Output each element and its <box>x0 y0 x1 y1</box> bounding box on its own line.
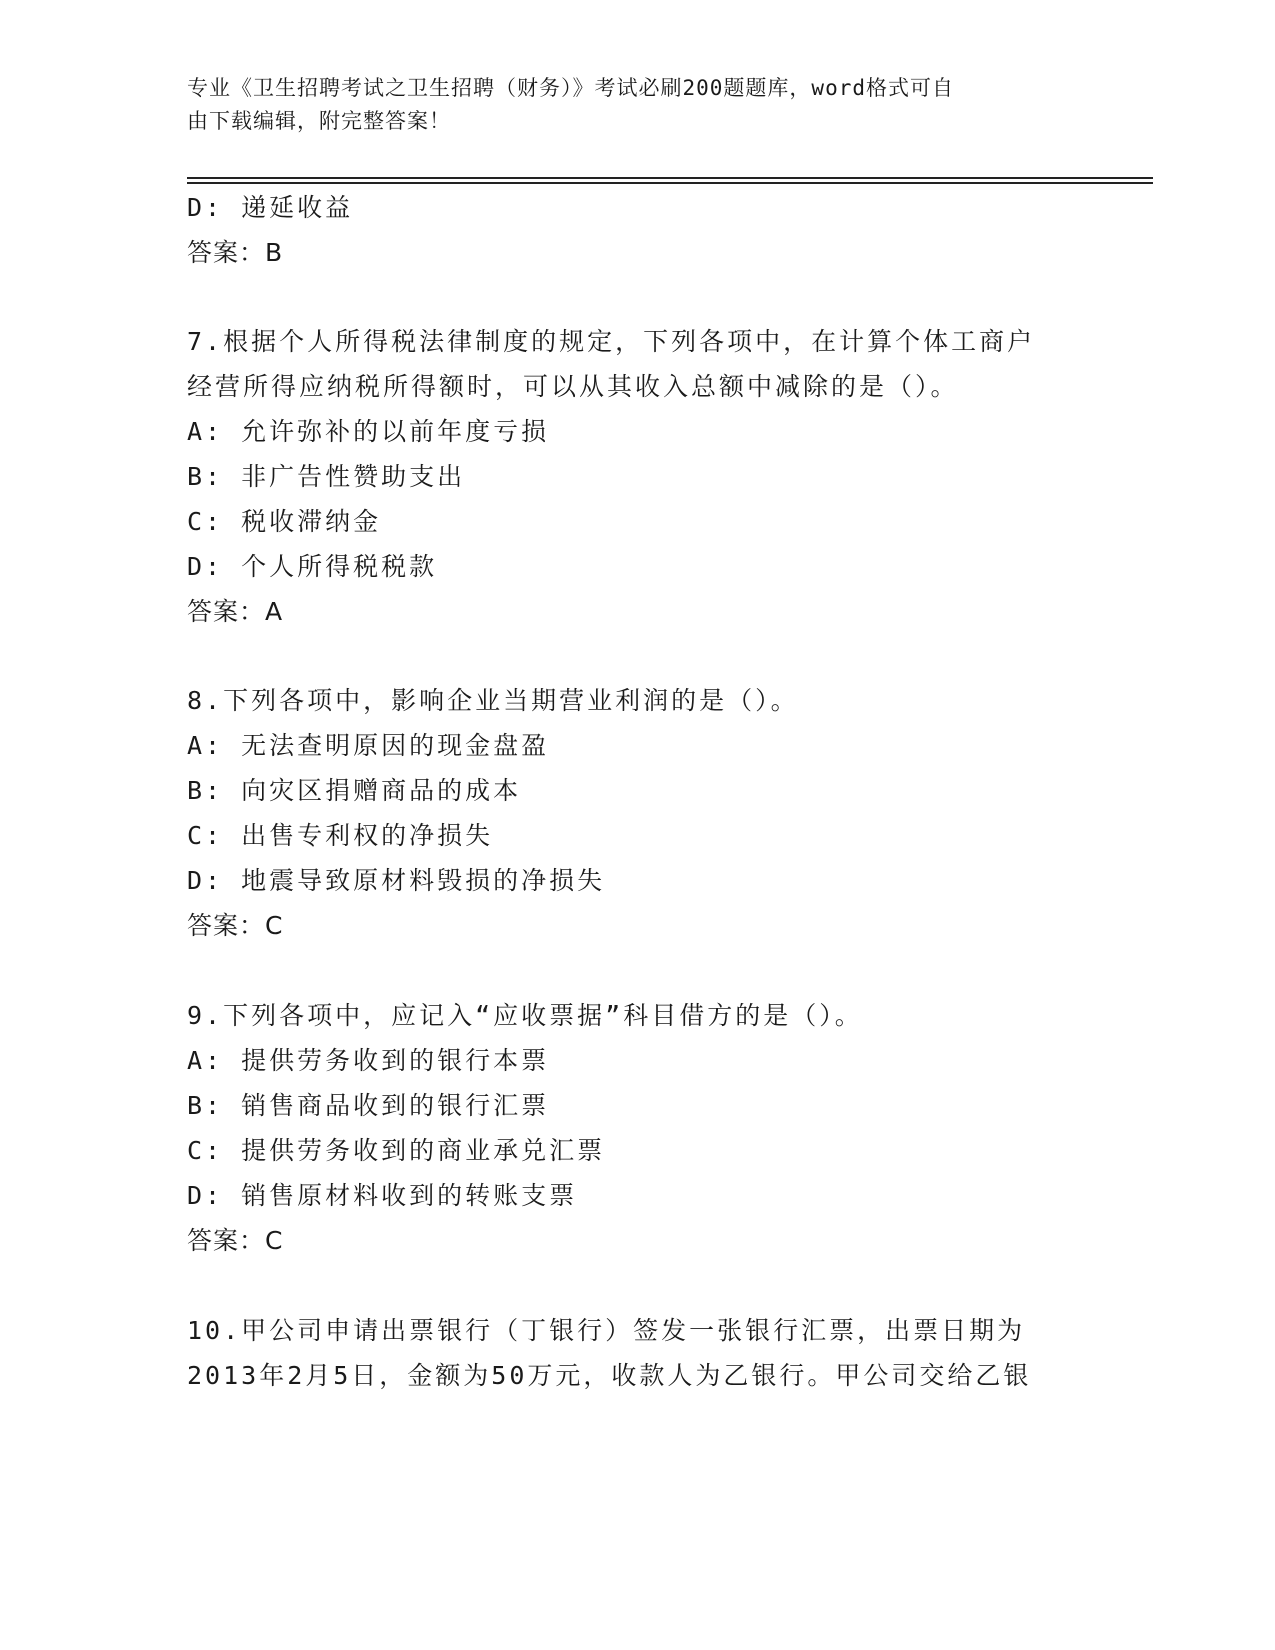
header-line-2: 由下载编辑，附完整答案！ <box>187 109 451 133</box>
q9-option-c: C: 提供劳务收到的商业承兑汇票 <box>187 1136 606 1165</box>
q7-option-d: D: 个人所得税税款 <box>187 552 438 581</box>
q9-stem: 9.下列各项中，应记入“应收票据”科目借方的是（）。 <box>187 1001 863 1030</box>
q8-stem: 8.下列各项中，影响企业当期营业利润的是（）。 <box>187 686 799 715</box>
q7-stem-line-1: 7.根据个人所得税法律制度的规定，下列各项中，在计算个体工商户 <box>187 327 1036 356</box>
document-header <box>187 72 1067 138</box>
header-divider-top <box>187 177 1153 179</box>
prev-option-d: D: 递延收益 <box>187 193 354 222</box>
q8-answer: 答案：C <box>187 911 284 940</box>
q9-option-b: B: 销售商品收到的银行汇票 <box>187 1091 550 1120</box>
q9-option-a: A: 提供劳务收到的银行本票 <box>187 1046 550 1075</box>
header-divider-bottom <box>187 182 1153 184</box>
q8-option-a: A: 无法查明原因的现金盘盈 <box>187 731 550 760</box>
q7-option-c: C: 税收滞纳金 <box>187 507 382 536</box>
q9-option-d: D: 销售原材料收到的转账支票 <box>187 1181 578 1210</box>
q7-option-a: A: 允许弥补的以前年度亏损 <box>187 417 550 446</box>
q7-option-b: B: 非广告性赞助支出 <box>187 462 466 491</box>
header-line-1: 专业《卫生招聘考试之卫生招聘（财务）》考试必刷200题题库，word格式可自 <box>187 76 954 100</box>
q7-stem-line-2: 经营所得应纳税所得额时，可以从其收入总额中减除的是（）。 <box>187 372 959 401</box>
prev-answer: 答案：B <box>187 238 284 267</box>
q8-option-c: C: 出售专利权的净损失 <box>187 821 494 850</box>
q8-option-b: B: 向灾区捐赠商品的成本 <box>187 776 522 805</box>
q10-stem-line-2: 2013年2月5日，金额为50万元，收款人为乙银行。甲公司交给乙银 <box>187 1361 1032 1390</box>
q9-answer: 答案：C <box>187 1226 284 1255</box>
q7-answer: 答案：A <box>187 597 284 626</box>
q10-stem-line-1: 10.甲公司申请出票银行（丁银行）签发一张银行汇票，出票日期为 <box>187 1316 1026 1345</box>
q8-option-d: D: 地震导致原材料毁损的净损失 <box>187 866 606 895</box>
